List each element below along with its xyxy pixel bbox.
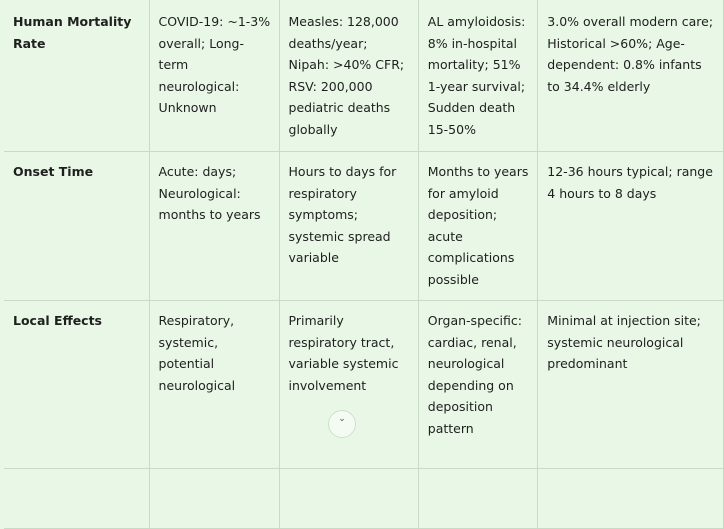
table-cell bbox=[538, 469, 724, 529]
table-cell: Primarily respiratory tract, variable systemic involvement bbox=[279, 301, 418, 469]
table-cell: Measles: 128,000 deaths/year; Nipah: >40% CFR; RSV: 200,000 pediatric deaths globally bbox=[279, 0, 418, 152]
table-cell: AL amyloidosis: 8% in-hospital mortality; 51% 1-year survival; Sudden death 15-50% bbox=[418, 0, 538, 152]
row-header-mortality: Human Mortality Rate bbox=[4, 0, 149, 152]
chevron-down-icon: ⌄ bbox=[338, 414, 346, 424]
table-cell: 3.0% overall modern care; Historical >60%; Age-dependent: 0.8% infants to 34.4% elderly bbox=[538, 0, 724, 152]
table-row bbox=[4, 301, 724, 469]
table-row bbox=[4, 0, 724, 152]
table-cell: 12-36 hours typical; range 4 hours to 8 days bbox=[538, 152, 724, 301]
table-row bbox=[4, 469, 724, 529]
scroll-down-button[interactable] bbox=[328, 410, 356, 438]
table-cell: Minimal at injection site; systemic neurological predominant bbox=[538, 301, 724, 469]
table-cell bbox=[418, 469, 538, 529]
table-cell: Hours to days for respiratory symptoms; systemic spread variable bbox=[279, 152, 418, 301]
table-cell: COVID-19: ~1-3% overall; Long-term neurological: Unknown bbox=[149, 0, 279, 152]
table-cell: Months to years for amyloid deposition; acute complications possible bbox=[418, 152, 538, 301]
table-cell bbox=[4, 469, 149, 529]
row-header-local-effects: Local Effects bbox=[4, 301, 149, 469]
table-cell bbox=[149, 469, 279, 529]
table-cell bbox=[279, 469, 418, 529]
table-row bbox=[4, 152, 724, 301]
row-header-onset: Onset Time bbox=[4, 152, 149, 301]
comparison-table bbox=[4, 0, 724, 529]
table-cell: Acute: days; Neurological: months to years bbox=[149, 152, 279, 301]
table-cell: Respiratory, systemic, potential neurological bbox=[149, 301, 279, 469]
table-cell: Organ-specific: cardiac, renal, neurological depending on deposition pattern bbox=[418, 301, 538, 469]
